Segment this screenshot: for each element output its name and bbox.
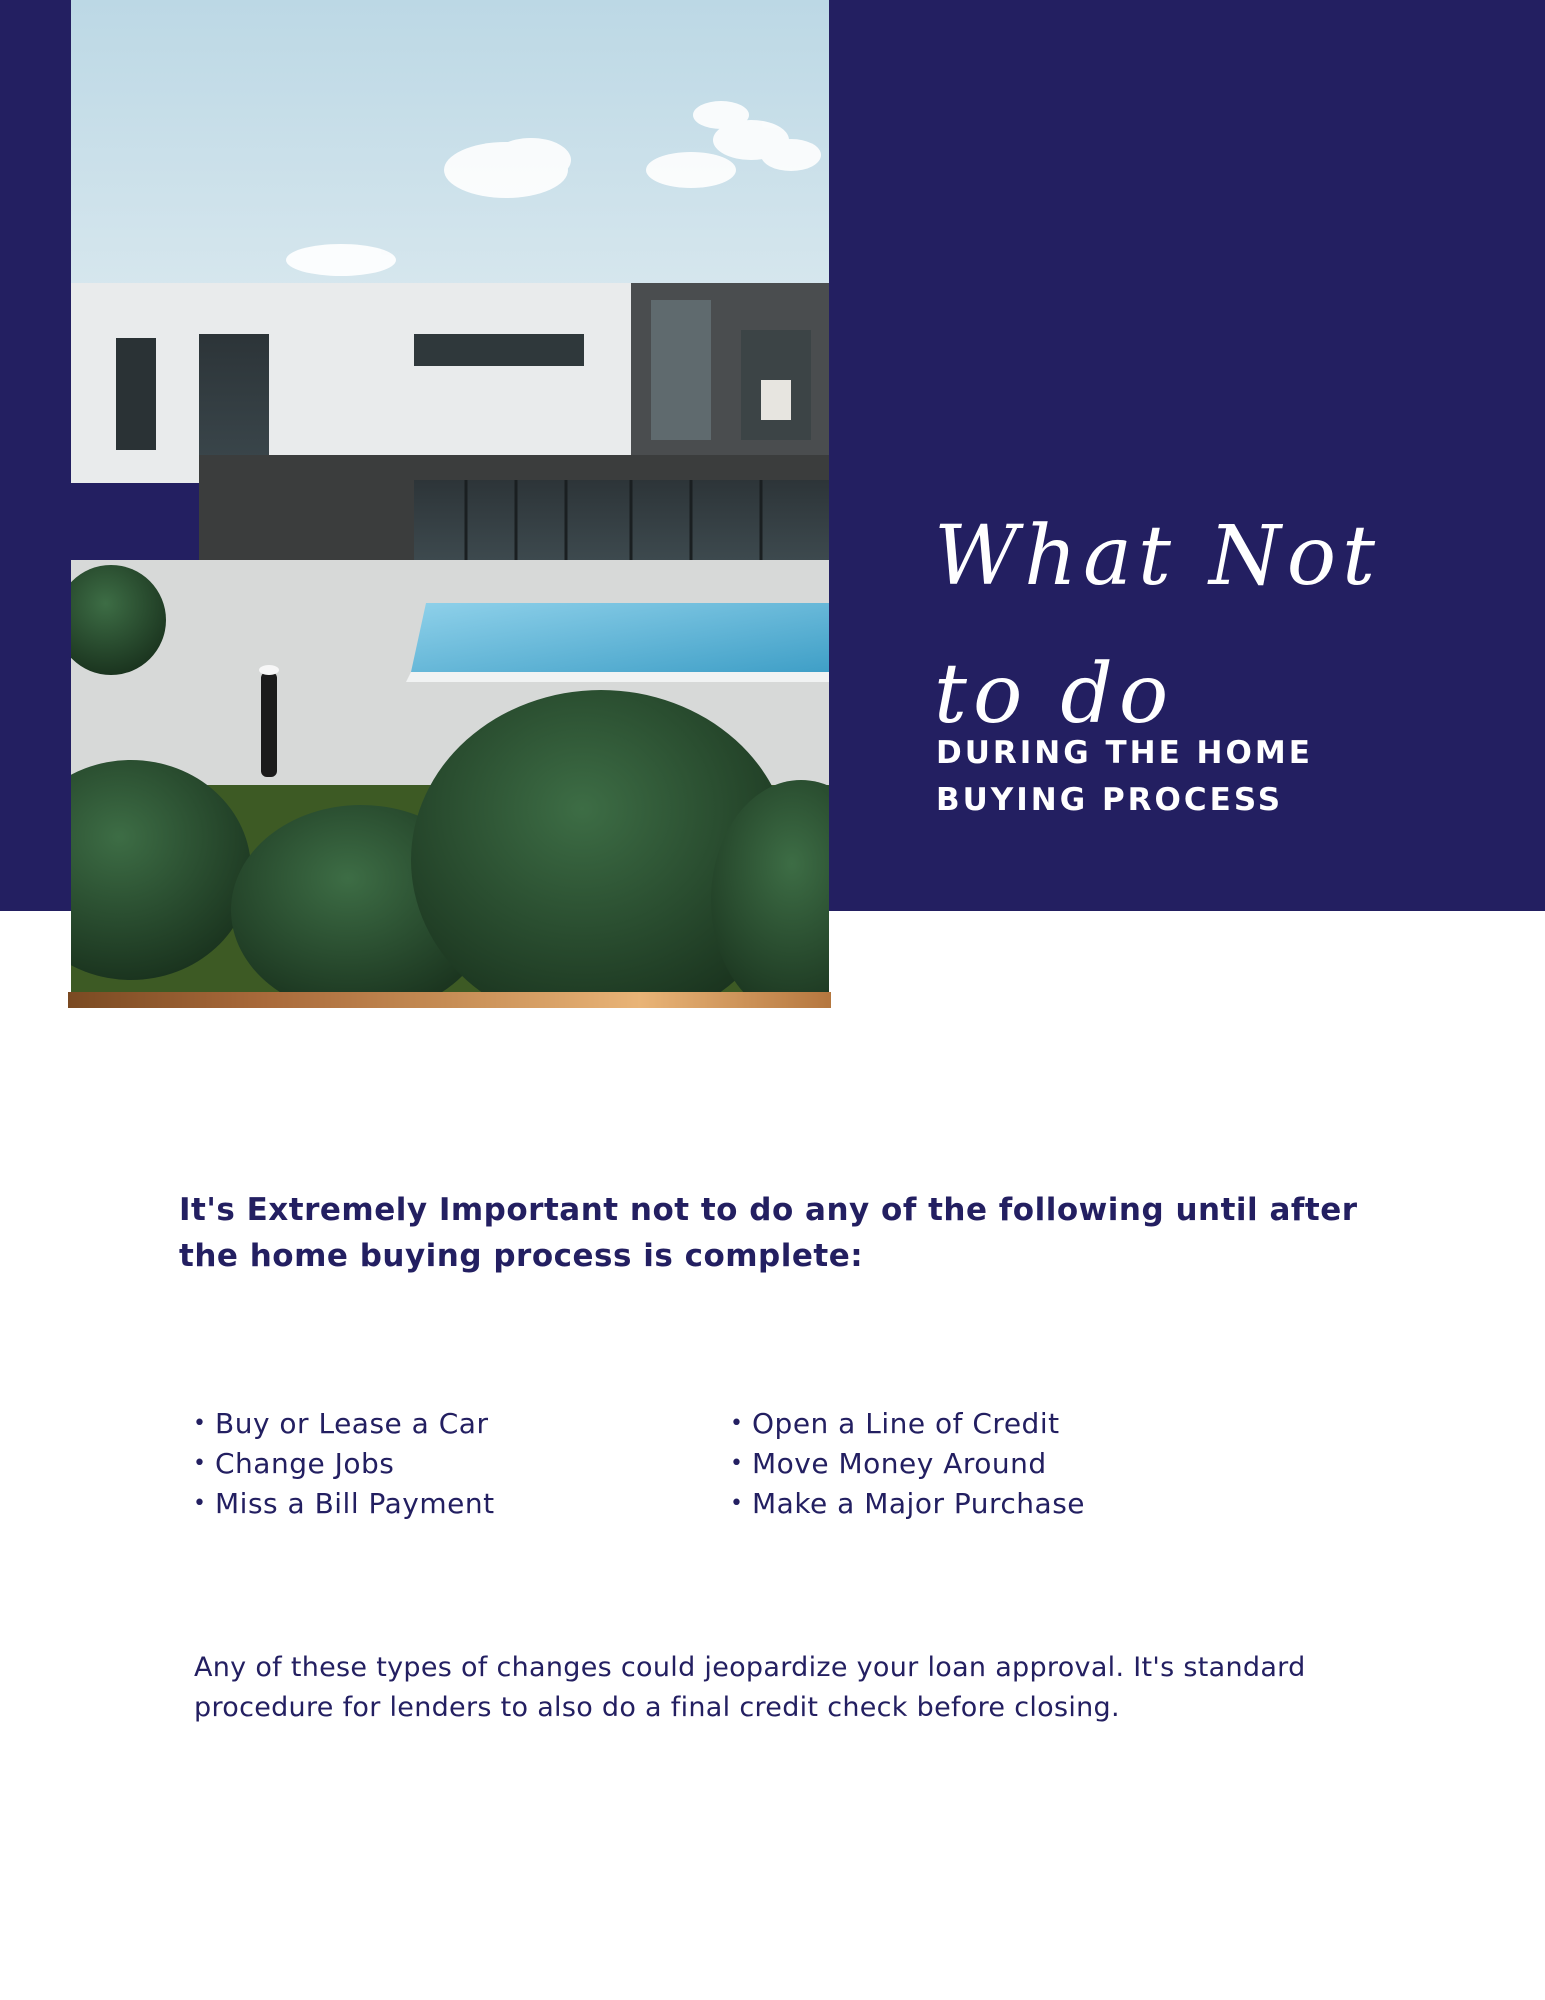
window-strip [414,334,584,366]
list-item: • Buy or Lease a Car [193,1404,495,1444]
intro-heading: It's Extremely Important not to do any of the following until after the home buying process is complete: [179,1192,1358,1274]
list-item: • Miss a Bill Payment [193,1484,495,1524]
pool [411,603,829,672]
list-item: • Open a Line of Credit [730,1404,1085,1444]
garden-light-post [261,672,277,777]
house-pool-illustration [71,0,829,992]
dont-list-right [730,1404,1085,1524]
list-item: • Make a Major Purchase [730,1484,1085,1524]
list-item: • Move Money Around [730,1444,1085,1484]
page-title: What Not to do [934,509,1382,742]
gold-accent-bar [68,992,831,1008]
dont-list-left [193,1404,495,1524]
page-subtitle: DURING THE HOME BUYING PROCESS [936,735,1313,818]
sky [71,0,829,300]
list-item: • Change Jobs [193,1444,495,1484]
modern-house-photo [71,0,829,992]
closing-note: Any of these types of changes could jeopardize your loan approval. It's standard procedure for lenders to also do a final credit check before closing. [194,1652,1306,1723]
window-narrow [116,338,156,450]
